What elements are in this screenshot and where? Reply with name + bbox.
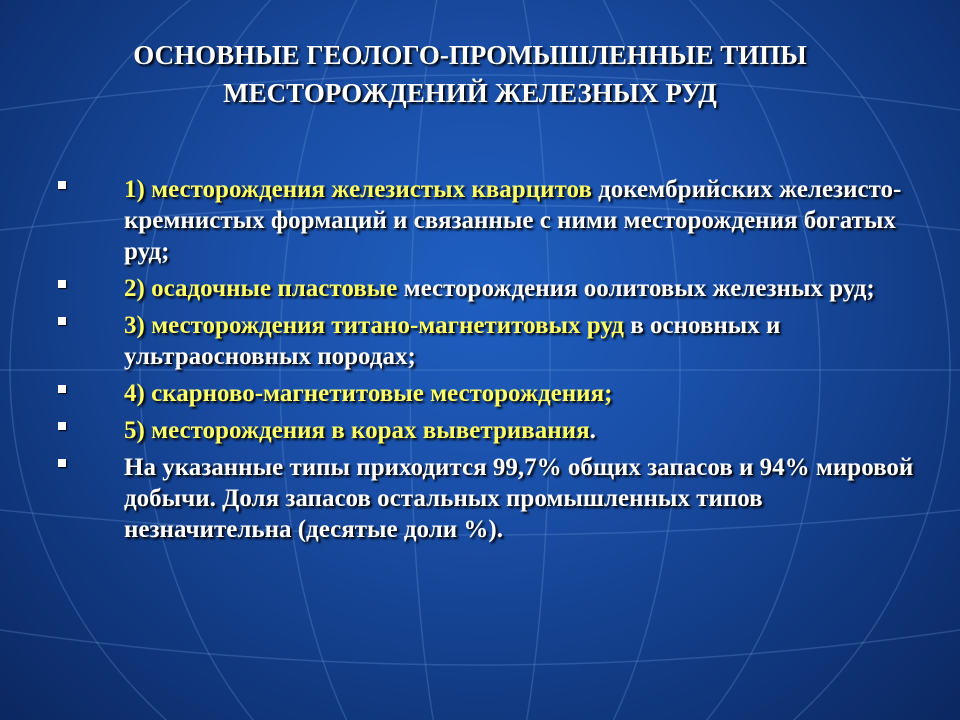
square-bullet-icon [58,422,66,430]
slide-title [40,36,900,112]
square-bullet-icon [58,181,66,189]
ore-types-list [58,174,918,551]
list-item [58,378,918,409]
item-text: На указанные типы приходится 99,7% общих запасов и 94% мировой добычи. Доля запасов остальных промышленных типов незначительна (десятые доли %). [124,454,914,543]
list-item [58,310,918,372]
square-bullet-icon [58,317,66,325]
square-bullet-icon [58,385,66,393]
item-text: в основных и ультраосновных породах; [124,312,781,370]
list-item [58,273,918,304]
square-bullet-icon [58,459,66,467]
item-highlight: 1) месторождения железистых кварцитов [124,176,592,203]
title-line-1: ОСНОВНЫЕ ГЕОЛОГО-ПРОМЫШЛЕННЫЕ ТИПЫ [133,40,807,70]
item-highlight: 4) скарново-магнетитовые месторождения; [124,380,613,407]
list-item [58,452,918,545]
item-highlight: 5) месторождения в корах выветривания [124,417,590,444]
square-bullet-icon [58,280,66,288]
item-text: докембрийских железисто-кремнистых формаций и связанные с ними месторождения богатых руд; [124,176,902,265]
item-text: месторождения оолитовых железных руд; [397,275,875,302]
list-item [58,174,918,267]
item-highlight: 2) осадочные пластовые [124,275,398,302]
item-highlight: 3) месторождения титано-магнетитовых руд [124,312,624,339]
item-text: . [589,417,596,444]
title-line-2: МЕСТОРОЖДЕНИЙ ЖЕЛЕЗНЫХ РУД [223,78,717,108]
list-item [58,415,918,446]
